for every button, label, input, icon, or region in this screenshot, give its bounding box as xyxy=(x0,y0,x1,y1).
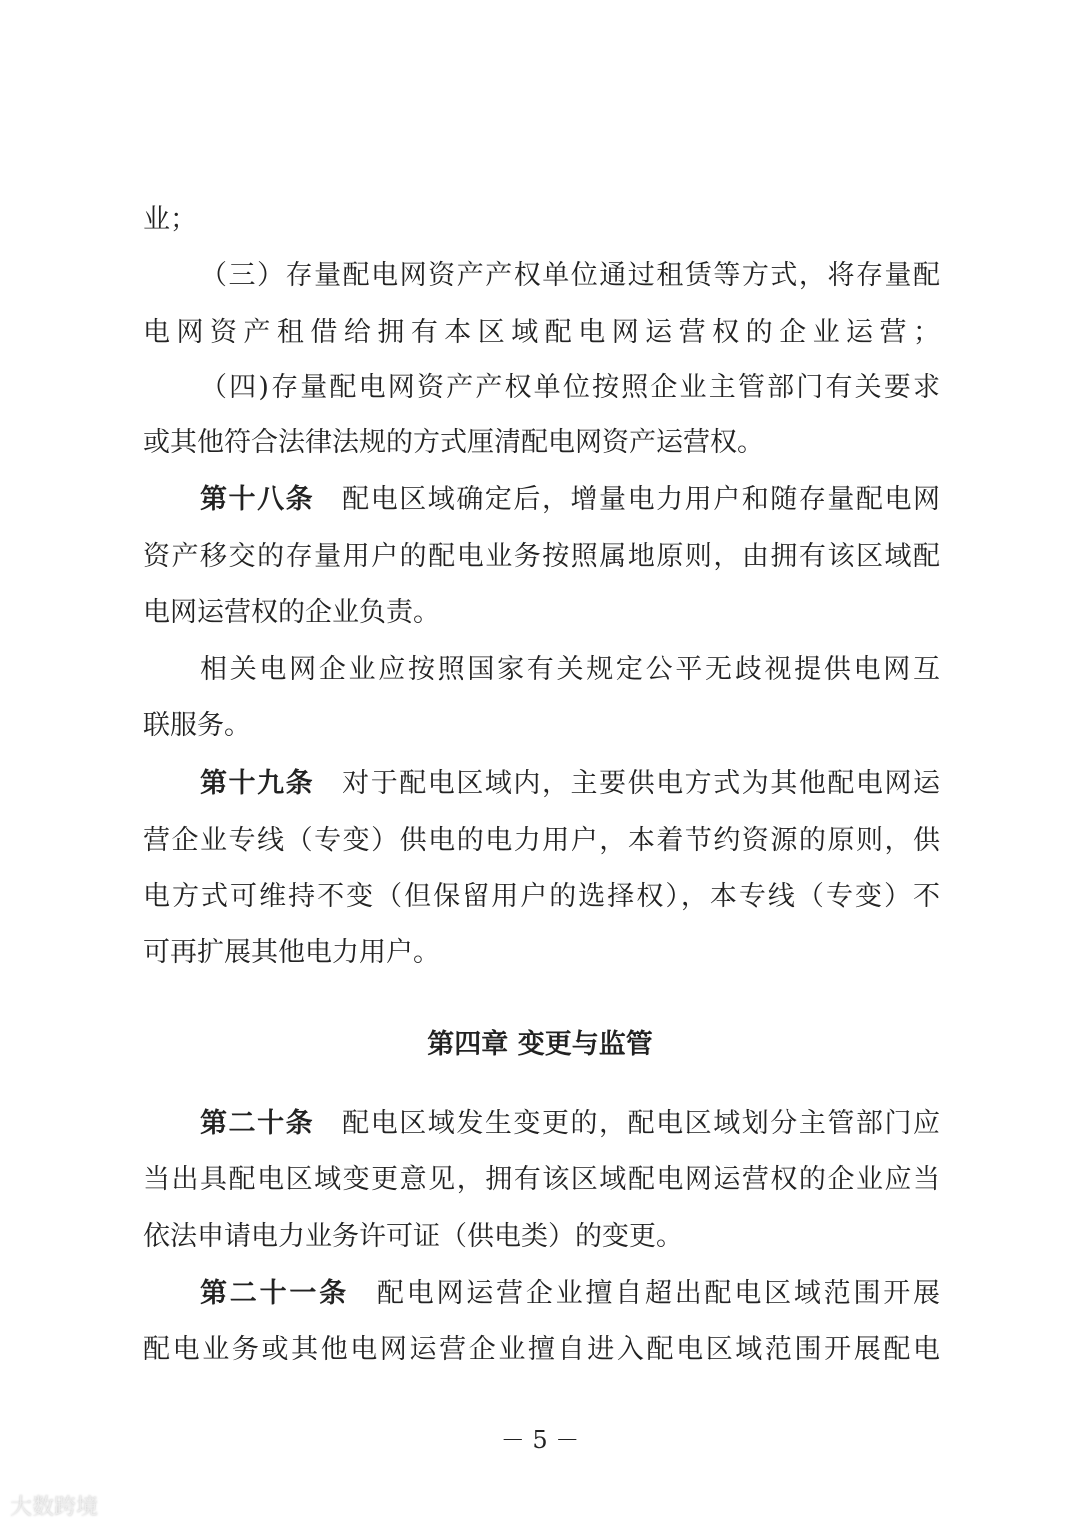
article-number: 第十九条 xyxy=(200,768,315,799)
line-text: 可再扩展其他电力用户。 xyxy=(143,937,440,968)
line-text: 相关电网企业应按照国家有关规定公平无歧视提供电网互 xyxy=(200,654,940,685)
text-line xyxy=(143,540,940,574)
line-text: 营企业专线（专变）供电的电力用户，本着节约资源的原则，供 xyxy=(143,825,940,856)
text-line xyxy=(143,1163,940,1197)
line-text: （四)存量配电网资产产权单位按照企业主管部门有关要求 xyxy=(200,372,940,403)
text-line xyxy=(143,824,940,858)
text-line xyxy=(143,1333,940,1367)
line-text: 电网运营权的企业负责。 xyxy=(143,597,440,628)
line-text: 配电业务或其他电网运营企业擅自进入配电区域范围开展配电 xyxy=(143,1334,940,1365)
line-text: 配电网运营企业擅自超出配电区域范围开展 xyxy=(376,1278,941,1309)
line-text: 对于配电区域内，主要供电方式为其他配电网运 xyxy=(342,768,941,799)
text-line xyxy=(200,371,940,405)
text-line xyxy=(200,1107,940,1141)
line-text: 配电区域确定后，增量电力用户和随存量配电网 xyxy=(342,484,941,515)
text-line xyxy=(143,596,940,630)
line-text: （三）存量配电网资产产权单位通过租赁等方式，将存量配 xyxy=(200,260,940,291)
article-number: 第二十条 xyxy=(200,1108,315,1139)
text-line xyxy=(143,936,940,970)
line-text: 资产移交的存量用户的配电业务按照属地原则，由拥有该区域配 xyxy=(143,541,940,572)
text-line xyxy=(200,1277,940,1311)
page-number: － 5 － xyxy=(500,1426,580,1454)
line-text: 业； xyxy=(143,204,197,235)
line-text: 电方式可维持不变（但保留用户的选择权），本专线（专变）不 xyxy=(143,881,940,912)
text-line xyxy=(143,426,940,460)
text-line xyxy=(200,483,940,517)
line-text: 当出具配电区域变更意见，拥有该区域配电网运营权的企业应当 xyxy=(143,1164,940,1195)
chapter-heading: 第四章 变更与监管 xyxy=(427,1029,653,1060)
text-line xyxy=(200,259,940,293)
text-line xyxy=(143,316,940,350)
line-text: 电网资产租借给拥有本区域配电网运营权的企业运营； xyxy=(143,317,940,348)
article-number: 第二十一条 xyxy=(200,1278,349,1309)
line-text: 依法申请电力业务许可证（供电类）的变更。 xyxy=(143,1221,683,1252)
text-line xyxy=(143,880,940,914)
article-number: 第十八条 xyxy=(200,484,315,515)
text-line xyxy=(200,767,940,801)
text-line xyxy=(143,203,940,237)
text-line xyxy=(143,709,940,743)
line-text: 或其他符合法律法规的方式厘清配电网资产运营权。 xyxy=(143,427,764,458)
line-text: 配电区域发生变更的，配电区域划分主管部门应 xyxy=(342,1108,941,1139)
text-line xyxy=(200,653,940,687)
watermark-logo: 大数跨境 xyxy=(10,1495,99,1520)
line-text: 联服务。 xyxy=(143,710,251,741)
text-line xyxy=(143,1220,940,1254)
